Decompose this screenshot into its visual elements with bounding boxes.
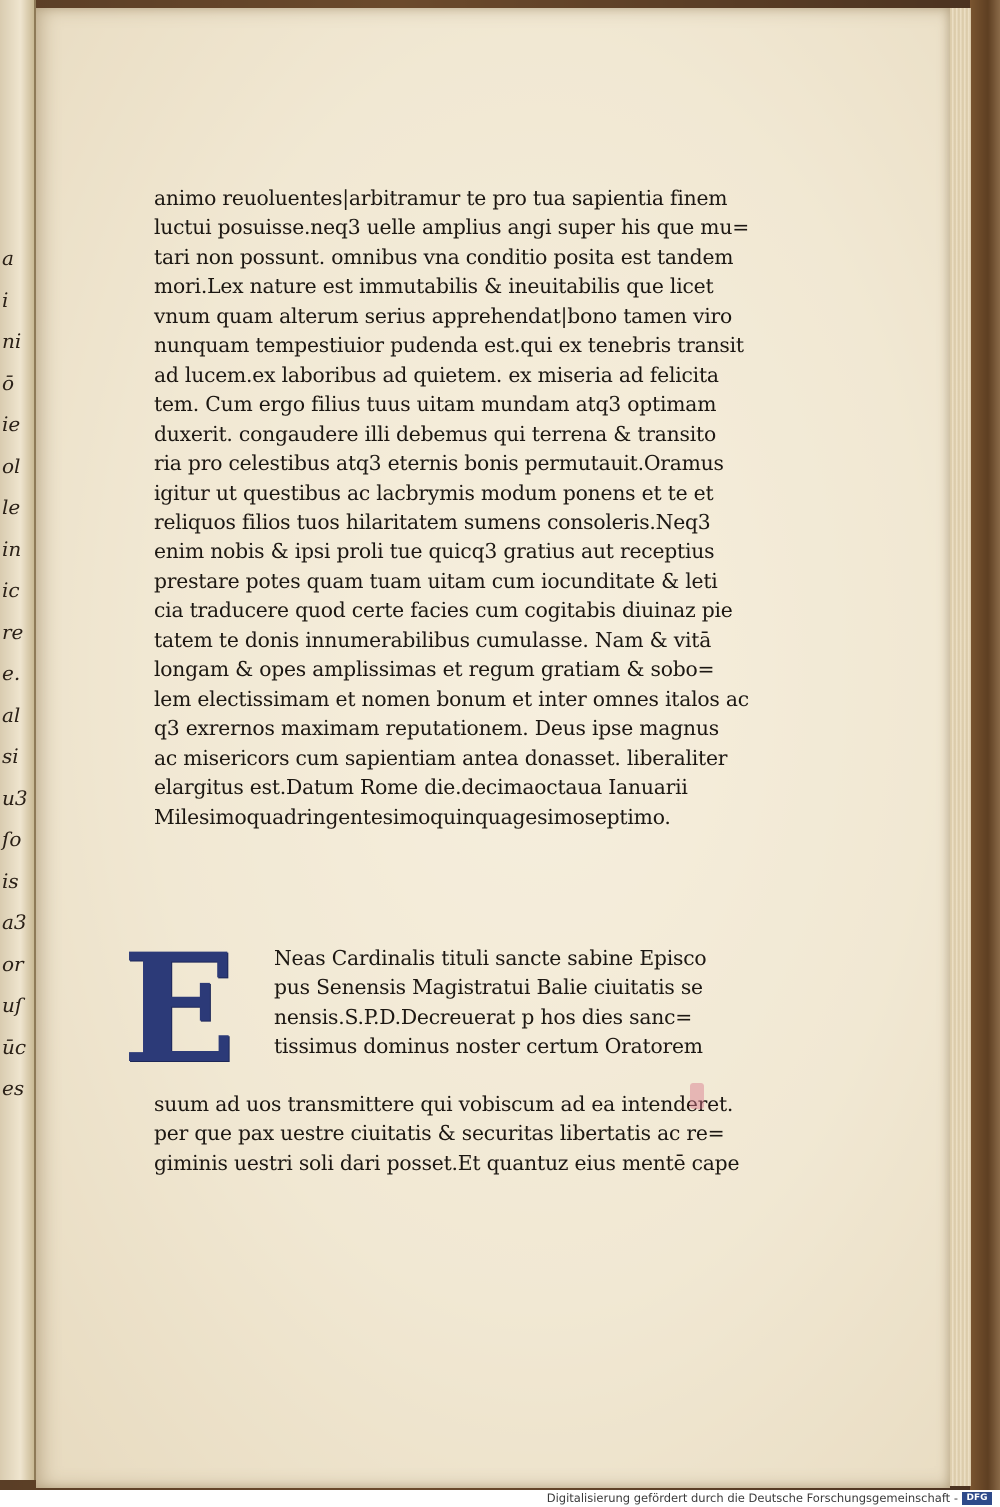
- text-line: nensis.S.P.D.Decreuerat p hos dies sanc=: [274, 1004, 693, 1029]
- text-line: Milesimoquadringentesimoquinquagesimoseptimo.: [154, 804, 671, 829]
- text-line: vnum quam alterum serius apprehendat|bono tamen viro: [154, 303, 733, 328]
- text-line: ria pro celestibus atq3 eternis bonis permutauit.Oramus: [154, 451, 724, 476]
- left-page-fragment: uſ: [2, 993, 23, 1017]
- text-line: lem electissimam et nomen bonum et inter omnes italos ac: [154, 686, 749, 711]
- left-page-fragment: ni: [2, 329, 22, 353]
- text-line: reliquos filios tuos hilaritatem sumens consoleris.Neq3: [154, 509, 711, 534]
- text-line: longam & opes amplissimas et regum gratiam & sobo=: [154, 657, 715, 682]
- left-page-fragment: es: [2, 1076, 25, 1100]
- left-facing-page: [0, 0, 36, 1480]
- text-line: per que pax uestre ciuitatis & securitas libertatis ac re=: [154, 1121, 725, 1146]
- text-line: giminis uestri soli dari posset.Et quantuz eius mentē cape: [154, 1150, 740, 1175]
- left-page-fragment: ol: [2, 453, 21, 478]
- incunable-page: [36, 8, 950, 1488]
- left-page-fragment: a3: [2, 910, 27, 934]
- digitization-footer: [0, 1490, 1000, 1507]
- text-line: ad lucem.ex laboribus ad quietem. ex miseria ad felicita: [154, 362, 719, 387]
- page-stack-edge: [948, 8, 971, 1486]
- left-page-fragment: si: [2, 744, 19, 768]
- left-page-fragment: ūc: [2, 1034, 27, 1059]
- illuminated-initial: E: [122, 921, 237, 1097]
- text-line: luctui posuisse.neq3 uelle amplius angi super his que mu=: [154, 215, 749, 240]
- letter-paragraph-1: [154, 184, 784, 832]
- left-page-fragment: re: [2, 619, 24, 644]
- left-page-fragment: ō: [2, 370, 15, 395]
- left-page-fragment: a: [2, 246, 14, 270]
- text-line: tari non possunt. omnibus vna conditio posita est tandem: [154, 244, 734, 269]
- text-line: q3 exrernos maximam reputationem. Deus ipse magnus: [154, 716, 719, 741]
- rubrication-mark: [690, 1083, 704, 1109]
- text-line: suum ad uos transmittere qui vobiscum ad ea intenderet.: [154, 1092, 734, 1116]
- text-line: ac misericors cum sapientiam antea donasset. liberaliter: [154, 745, 728, 770]
- text-line: pus Senensis Magistratui Balie ciuitatis se: [274, 975, 703, 1000]
- left-page-fragment: ic: [2, 578, 20, 602]
- text-line: elargitus est.Datum Rome die.decimaoctaua Ianuarii: [154, 775, 688, 800]
- text-line: cia traducere quod certe facies cum cogitabis diuinaz pie: [154, 598, 733, 623]
- text-line: tem. Cum ergo filius tuus uitam mundam atq3 optimam: [154, 392, 717, 417]
- book-cover-edge: [970, 0, 1000, 1490]
- text-line: duxerit. congaudere illi debemus qui terrena & transito: [154, 421, 716, 446]
- left-page-fragment: al: [2, 702, 21, 727]
- text-line: tissimus dominus noster certum Oratorem: [274, 1034, 703, 1059]
- left-page-fragment: i: [2, 287, 9, 312]
- text-line: tatem te donis innumerabilibus cumulasse. Nam & vitā: [154, 627, 712, 652]
- paragraph-2-full-lines: [154, 1090, 782, 1178]
- left-page-fragment: ie: [2, 412, 21, 436]
- text-line: mori.Lex nature est immutabilis & ineuitabilis que licet: [154, 274, 714, 299]
- paragraph-2-indented-lines: [122, 944, 782, 1062]
- left-page-fragment: le: [2, 495, 21, 519]
- left-page-fragment: e.: [2, 661, 21, 685]
- text-line: animo reuoluentes|arbitramur te pro tua sapientia finem: [154, 186, 728, 210]
- funding-credit: Digitalisierung gefördert durch die Deutsche Forschungsgemeinschaft -: [546, 1491, 958, 1505]
- left-page-fragment: ſo: [2, 827, 22, 851]
- left-page-fragment: is: [2, 868, 19, 893]
- text-line: prestare potes quam tuam uitam cum iocunditate & leti: [154, 568, 718, 593]
- left-page-fragment: u3: [2, 785, 28, 810]
- left-page-fragment: in: [2, 536, 22, 561]
- dfg-logo: DFG: [962, 1492, 992, 1505]
- text-line: nunquam tempestiuior pudenda est.qui ex tenebris transit: [154, 333, 744, 358]
- left-page-fragment: or: [2, 951, 24, 976]
- text-line: igitur ut questibus ac lacbrymis modum ponens et te et: [154, 480, 714, 505]
- text-line: enim nobis & ipsi proli tue quicq3 gratius aut receptius: [154, 539, 715, 564]
- text-line: Neas Cardinalis tituli sancte sabine Episco: [274, 946, 707, 970]
